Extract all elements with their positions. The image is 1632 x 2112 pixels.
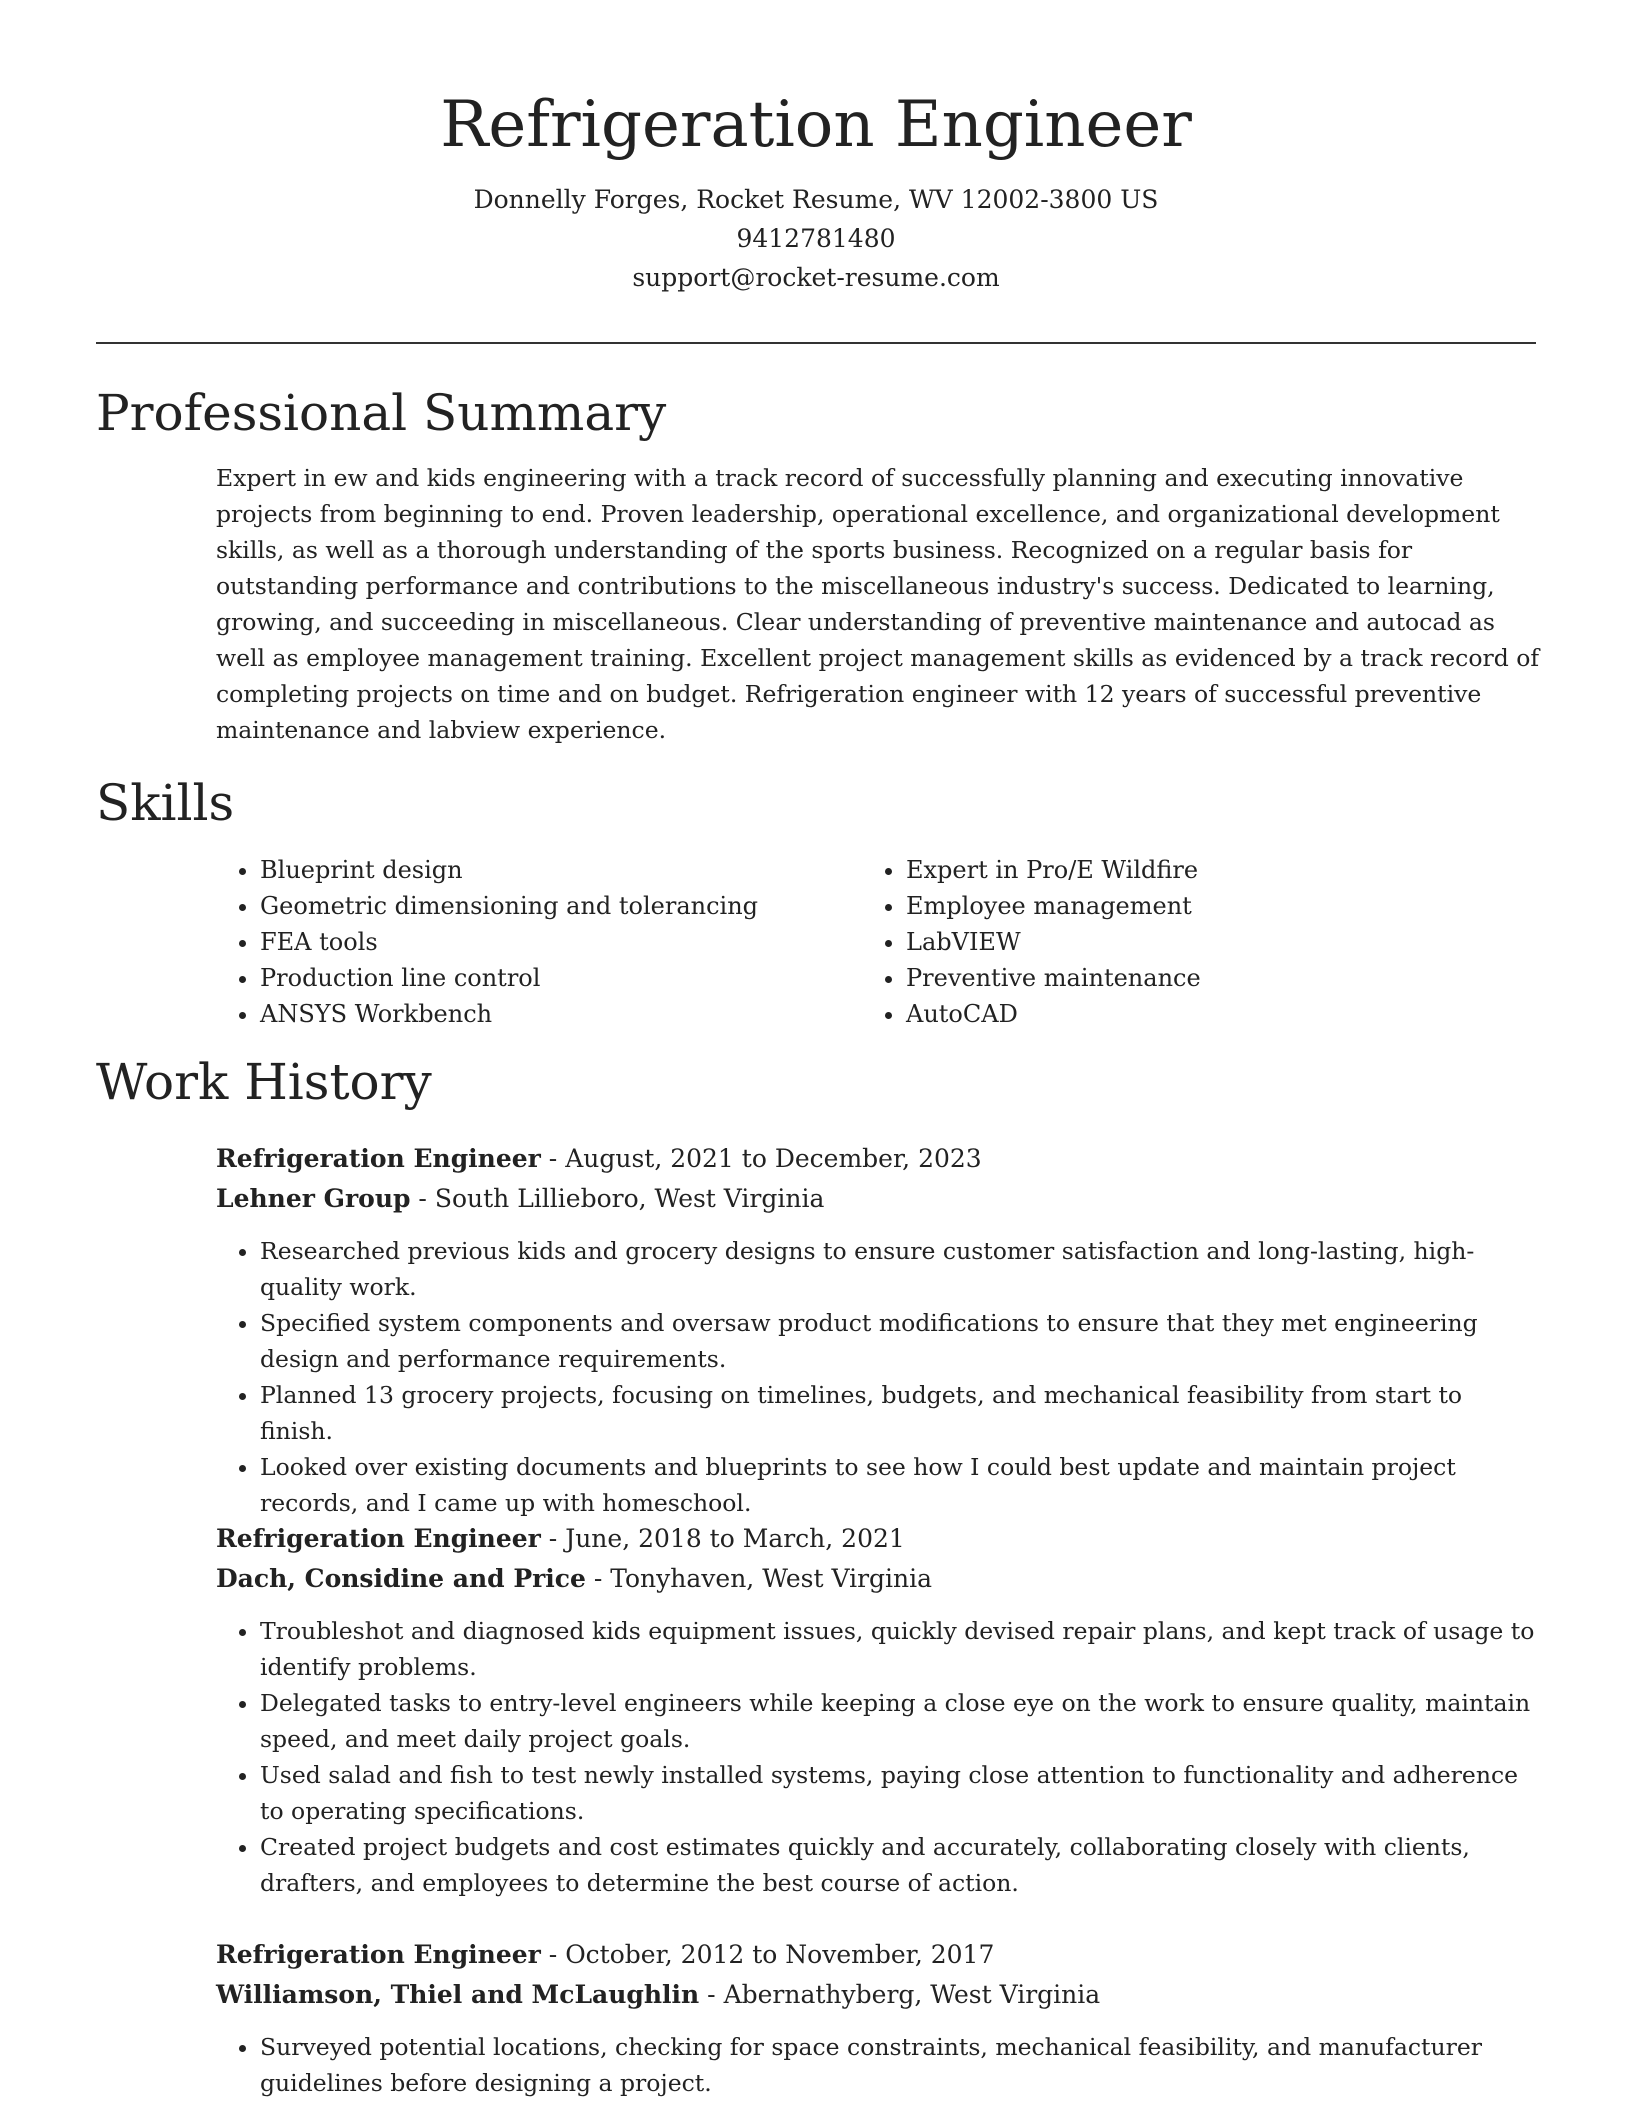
job-separator: - [540, 1524, 566, 1553]
job-location: Tonyhaven, West Virginia [610, 1564, 933, 1593]
job-bullet: • Created project budgets and cost estimates quickly and accurately, collaborating closely with clients, drafters, and employees to determine the best course of action. [260, 1829, 1541, 1901]
job-company: Dach, Considine and Price [216, 1564, 586, 1593]
job-company-line [216, 1975, 1541, 2015]
contact-address: Donnelly Forges, Rocket Resume, WV 12002-3800 US [473, 185, 1159, 214]
job-company-line [216, 1179, 1541, 1219]
job-separator: - [540, 1144, 566, 1173]
skills-list-right [862, 852, 1546, 1032]
job-bullet: • Looked over existing documents and blueprints to see how I could best update and maintain project records, and I came up with homeschool. [260, 1449, 1541, 1521]
job-bullet: • Used salad and fish to test newly installed systems, paying close attention to functionality and adherence to operating specifications. [260, 1757, 1541, 1829]
skill-item: • Geometric dimensioning and tolerancing [260, 888, 860, 924]
job-location: South Lillieboro, West Virginia [434, 1184, 825, 1213]
job-separator: - [585, 1564, 611, 1593]
job-entry [216, 1519, 1541, 1901]
job-bullet: • Delegated tasks to entry-level engineers while keeping a close eye on the work to ensure quality, maintain speed, and meet daily project goals. [260, 1685, 1541, 1757]
job-separator: - [410, 1184, 435, 1213]
contact-block [96, 180, 1536, 297]
job-separator: - [540, 1940, 566, 1969]
job-bullet: • Researched previous kids and grocery designs to ensure customer satisfaction and long-lasting, high-quality work. [260, 1233, 1541, 1305]
header-divider [96, 342, 1536, 344]
contact-email: support@rocket-resume.com [632, 263, 1000, 292]
skill-item: • Employee management [906, 888, 1546, 924]
job-bullet-list [216, 1613, 1541, 1901]
job-title-line [216, 1139, 1541, 1179]
summary-text: Expert in ew and kids engineering with a track record of successfully planning and executing innovative projects from beginning to end. Proven leadership, operational excellence, and organizational development skills, as well as a thorough understanding of the sports business. Recognized on a regular basis for outstanding performance and contributions to the miscellaneous industry's success. Dedicated to learning, growing, and succeeding in miscellaneous. Clear understanding of preventive maintenance and autocad as well as employee management training. Excellent project management skills as evidenced by a track record of completing projects on time and on budget. Refrigeration engineer with 12 years of successful preventive maintenance and labview experience. [216, 464, 1540, 744]
skill-item: • Expert in Pro/E Wildfire [906, 852, 1546, 888]
skill-item: • AutoCAD [906, 996, 1546, 1032]
job-title-line [216, 1519, 1541, 1559]
job-role: Refrigeration Engineer [216, 1524, 541, 1553]
skill-item: • Blueprint design [260, 852, 860, 888]
skill-item: • Preventive maintenance [906, 960, 1546, 996]
job-bullet-list [216, 1233, 1541, 1521]
job-separator: - [699, 1980, 724, 2009]
job-role: Refrigeration Engineer [216, 1144, 541, 1173]
job-location: Abernathyberg, West Virginia [723, 1980, 1101, 2009]
contact-phone: 9412781480 [736, 224, 896, 253]
resume-header [96, 80, 1536, 297]
job-bullet: • Surveyed potential locations, checking for space constraints, mechanical feasibility, and manufacturer guidelines before designing a project. [260, 2029, 1541, 2101]
skill-item: • ANSYS Workbench [260, 996, 860, 1032]
skill-item: • FEA tools [260, 924, 860, 960]
job-dates: October, 2012 to November, 2017 [565, 1940, 995, 1969]
skill-item: • LabVIEW [906, 924, 1546, 960]
job-title-line [216, 1935, 1541, 1975]
job-bullet: • Troubleshot and diagnosed kids equipment issues, quickly devised repair plans, and kept track of usage to identify problems. [260, 1613, 1541, 1685]
skill-item: • Production line control [260, 960, 860, 996]
job-company: Lehner Group [216, 1184, 411, 1213]
job-role: Refrigeration Engineer [216, 1940, 541, 1969]
job-bullet: • Planned 13 grocery projects, focusing on timelines, budgets, and mechanical feasibility from start to finish. [260, 1377, 1541, 1449]
summary-heading: Professional Summary [96, 384, 667, 442]
job-bullet: • Specified system components and oversaw product modifications to ensure that they met engineering design and performance requirements. [260, 1305, 1541, 1377]
job-dates: August, 2021 to December, 2023 [565, 1144, 982, 1173]
job-company: Williamson, Thiel and McLaughlin [216, 1980, 700, 2009]
work-history-heading: Work History [96, 1053, 432, 1111]
job-entry [216, 1139, 1541, 1521]
skills-heading: Skills [96, 774, 235, 832]
skills-list-left [216, 852, 860, 1032]
job-entry [216, 1935, 1541, 2101]
job-bullet-list [216, 2029, 1541, 2101]
job-dates: June, 2018 to March, 2021 [565, 1524, 905, 1553]
job-company-line [216, 1559, 1541, 1599]
page-title: Refrigeration Engineer [440, 88, 1192, 162]
